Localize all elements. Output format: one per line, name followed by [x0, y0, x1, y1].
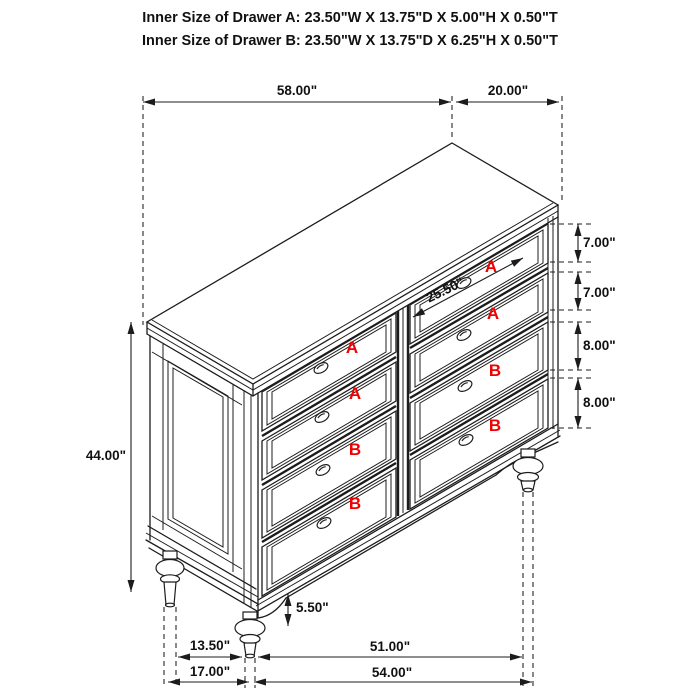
- dim-17-label: 17.00": [189, 664, 231, 679]
- front-left-leg: [235, 612, 265, 658]
- dim-depth-label: 20.00": [487, 83, 529, 98]
- dim-54-label: 54.00": [371, 665, 413, 680]
- drawer-label: B: [488, 361, 502, 380]
- dim-drawer1-height: 7.00": [583, 235, 616, 250]
- dimension-depth: [456, 83, 559, 102]
- dim-drawer2-height: 7.00": [583, 285, 616, 300]
- dim-width-label: 58.00": [276, 83, 318, 98]
- dimension-legs-depth-inner: [178, 638, 242, 657]
- dimension-legs-width-outer: [254, 665, 532, 682]
- dim-drawer4-height: 8.00": [583, 395, 616, 410]
- drawer-label: B: [488, 416, 502, 435]
- dim-13-label: 13.50": [189, 638, 231, 653]
- dimension-leg-height: [288, 594, 329, 626]
- dim-drawer3-height: 8.00": [583, 338, 616, 353]
- drawer-left-4: [262, 468, 396, 596]
- drawer-label: A: [348, 384, 362, 403]
- drawer-label: B: [348, 440, 362, 459]
- drawer-label: B: [348, 494, 362, 513]
- drawer-label: A: [484, 257, 498, 276]
- leg-projection-lines: [164, 492, 533, 688]
- dim-height-label: 44.00": [85, 448, 126, 463]
- dimension-overall-height: [86, 322, 131, 592]
- center-stile: [398, 305, 408, 516]
- drawer-label: A: [345, 338, 359, 357]
- title-line-2: Inner Size of Drawer B: 23.50"W X 13.75"D X 6.25"H X 0.50"T: [142, 33, 558, 49]
- front-right-post: [548, 216, 558, 436]
- title-line-1: Inner Size of Drawer A: 23.50"W X 13.75"D X 5.00"H X 0.50"T: [142, 10, 558, 26]
- dresser-drawing: [146, 143, 560, 658]
- dim-drawer-width-label: 25.50": [423, 274, 467, 306]
- dim-51-label: 51.00": [369, 639, 411, 654]
- dimension-legs-width-inner: [258, 639, 522, 657]
- dimension-drawer-heights: [550, 224, 616, 428]
- front-right-leg: [513, 449, 543, 492]
- drawer-label: A: [486, 304, 500, 323]
- dim-leg-height-label: 5.50": [296, 600, 329, 615]
- dimension-legs-depth-outer: [168, 664, 249, 682]
